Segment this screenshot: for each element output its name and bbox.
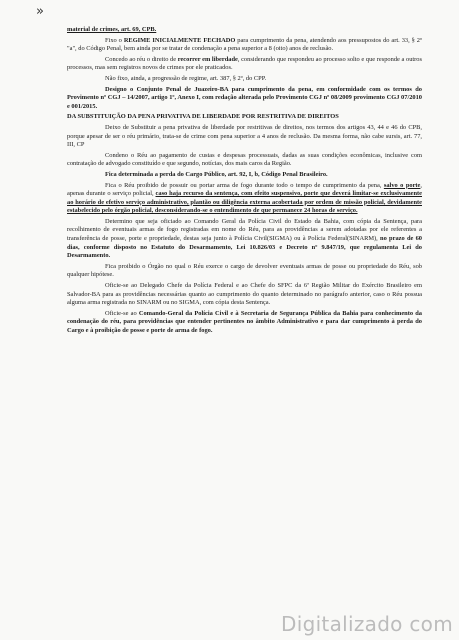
scanner-watermark: Digitalizado com — [281, 612, 453, 636]
paragraph-organ-prohibition: Fica proibido o Órgão no qual o Réu exerce o cargo de devolver eventuais armas de posse ou propriedade do Réu, sob qualquer hipótese. — [67, 262, 422, 279]
paragraph-designation: Designo o Conjunto Penal de Juazeiro-BA para cumprimento da pena, em conformidade com os termos do Provimento nº CGJ – 14/2007, artigo 1º, Anexo I, com redação alterada pelo Provimento CGJ nº 08/2009 provimento CGJ 07/2010 e 001/2015. — [67, 85, 422, 110]
paragraph-civil-police-order: Determino que seja oficiado ao Comando Geral da Polícia Civil do Estado da Bahia, com cópia da Sentença, para recolhimento de eventuais armas de fogo registradas em nome do Réu, para as providências a serem adotadas por ele referentes a transferência de posse, porte e propriedade, destas seja junto à Polícia Civil(SIGMA) ou à Polícia Federal(SINARM), no prazo de 60 dias, conforme disposto no Estatuto do Desarmamento, Lei 10.826/03 e Decreto nº 9.847/19, que regulamenta Lei do Desarmamento. — [67, 217, 422, 260]
paragraph-progression: Não fixo, ainda, a progressão de regime, art. 387, § 2º, do CPP. — [105, 74, 267, 82]
paragraph-firearm-ban: Fica o Réu proibido de possuir ou portar arma de fogo durante todo o tempo de cumprimento da pena, salvo o porte, apenas durante o serviço policial, caso haja recurso da sentença, com efeito suspensivo, porte que deverá limitar-se exclusivamente ao horário de efetivo serviço administrativo, plantão ou diligência externa acobertada por ordem de missão policial, devidamente estabelecido pelo órgão policial, desconsiderando-se o entendimento de que permanece 24 horas de serviço. — [67, 181, 422, 215]
sentence-document — [67, 26, 422, 338]
corner-mark: » — [36, 4, 44, 19]
section-heading: DA SUBSTITUIÇÃO DA PENA PRIVATIVA DE LIBERDADE POR RESTRITIVA DE DIREITOS — [67, 113, 339, 121]
paragraph-regime: Fixo o REGIME INICIALMENTE FECHADO para cumprimento da pena, atendendo aos pressupostos do art. 33, § 2º "a", do Código Penal, bem ainda por se tratar de condenação a pena superior a 8 (oito) anos de reclusão. — [67, 36, 422, 53]
paragraph-federal-police: Oficie-se ao Delegado Chefe da Polícia Federal e ao Chefe do SFPC da 6ª Região Militar do Exército Brasileiro em Salvador-BA para as providências necessárias quanto ao cumprimento do quanto determinado no parágrafo anterior, caso o Réu possua alguma arma registrada no SINARM ou no SIGMA, com cópia desta Sentença. — [67, 282, 422, 307]
paragraph-crime-material: material de crimes, art. 69, CPB. — [67, 26, 157, 33]
paragraph-office-loss: Fica determinada a perda do Cargo Público, art. 92, I, b, Código Penal Brasileiro. — [105, 170, 328, 178]
paragraph-appeal: Concedo ao réu o direito de recorrer em liberdade, considerando que respondeu ao processo solto e que responde a outros processos, mas sem registros novos de crimes por ele praticados. — [67, 55, 422, 72]
paragraph-security-secretariat: Oficie-se ao Comando-Geral da Polícia Civil e à Secretaria de Segurança Pública da Bahia para conhecimento da condenação do réu, para providências que entender pertinentes no âmbito Administrativo e para dar cumprimento à perda do Cargo e à proibição de posse e porte de arma de fogo. — [67, 309, 422, 334]
paragraph-substitution: Deixo de Substituir a pena privativa de liberdade por restritivas de direitos, nos termos dos artigos 43, 44 e 46 do CPB, porque apesar de ser o réu primário, trata-se de crime com pena superior a 4 anos de reclusão. Da mesma forma, não cabe sursis, art. 77, III, CP — [67, 123, 422, 149]
paragraph-costs: Condeno o Réu ao pagamento de custas e despesas processuais, dadas as suas condições econômicas, inclusive com contratação de advogado constituído e que segundo, notícias, dos mais caros da Região. — [67, 151, 422, 168]
